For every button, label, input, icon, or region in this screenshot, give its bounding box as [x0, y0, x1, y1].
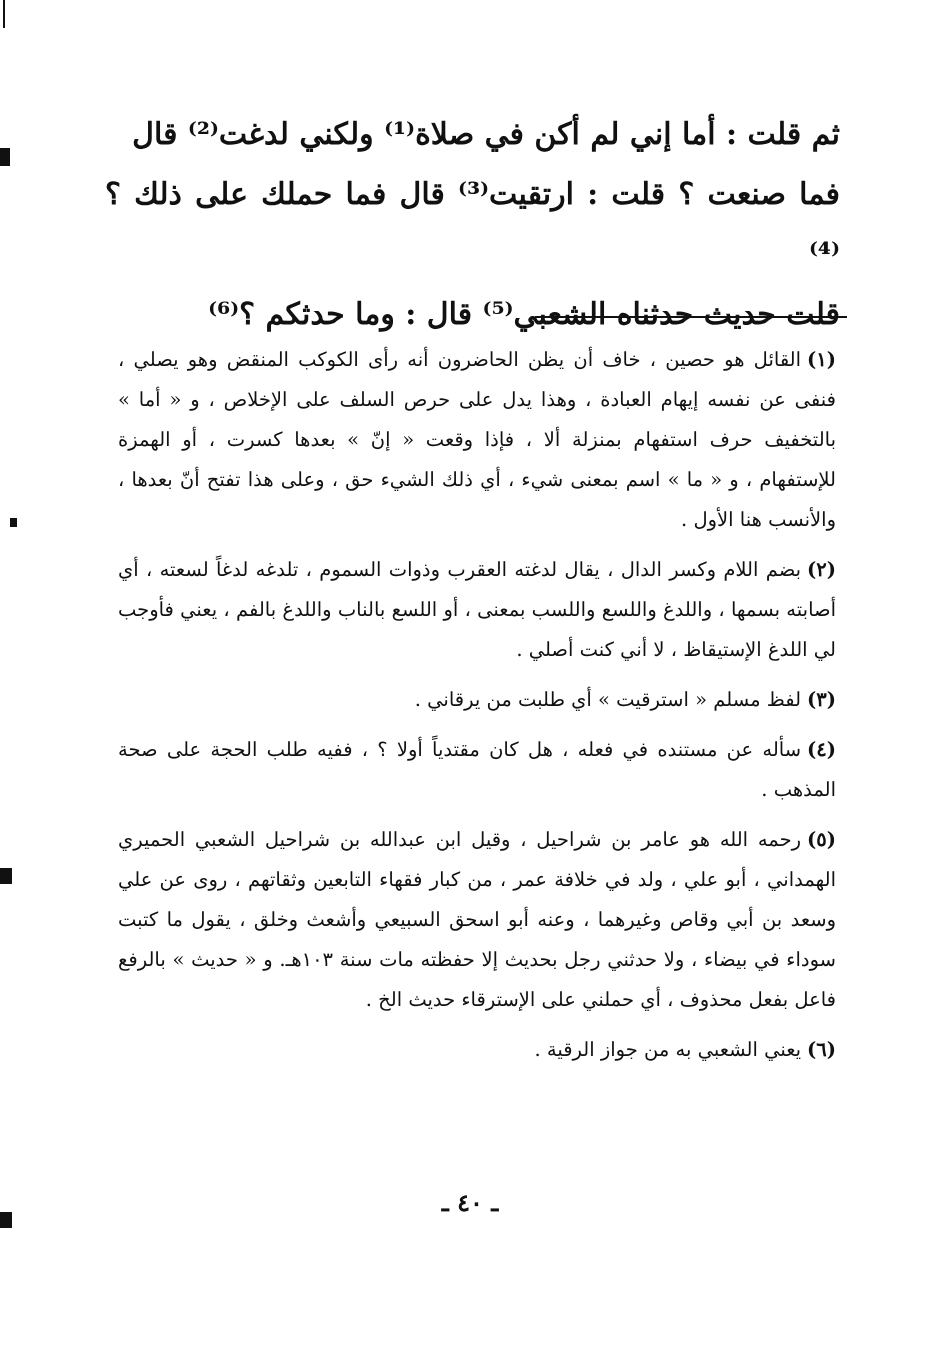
footnote-4	[118, 730, 836, 810]
footnote-text: بضم اللام وكسر الدال ، يقال لدغته العقرب وذوات السموم ، تلدغه لدغاً لسعته ، أي أصابته بسمها ، واللدغ واللسع واللسب بمعنى ، أو اللسع بالناب واللدغ بالفم ، يعني فأوجب لي اللدغ الإستيقاظ ، لا أني كنت أصلي .	[118, 558, 836, 661]
footnote-number: (٣)	[807, 688, 836, 711]
footnote-divider	[535, 316, 847, 318]
page-number: ـ ٤٠ ـ	[441, 1188, 499, 1217]
footnote-number: (١)	[807, 348, 836, 371]
scan-mark-bottom	[0, 1212, 12, 1228]
main-text-line: فما صنعت ؟ قلت : ارتقيت⁽³⁾ قال فما حملك على ذلك ؟⁽⁴⁾	[105, 177, 840, 272]
scan-mark-top	[0, 148, 10, 166]
footnote-text: يعني الشعبي به من جواز الرقية .	[534, 1038, 802, 1061]
scan-mark-lower	[0, 868, 12, 884]
footnote-6	[118, 1030, 836, 1070]
main-text	[105, 105, 840, 345]
footnote-1	[118, 340, 836, 540]
footnote-text: القائل هو حصين ، خاف أن يظن الحاضرون أنه رأى الكوكب المنقض وهو يصلي ، فنفى عن نفسه إيهام العبادة ، وهذا يدل على حرص السلف على الإخلاص ، و « أما » بالتخفيف حرف استفهام بمنزلة ألا ، فإذا وقعت « إنّ » بعدها كسرت ، أو الهمزة للإستفهام ، و « ما » اسم بمعنى شيء ، أي ذلك الشيء حق ، وعلى هذا تفتح أنّ بعدها ، والأنسب هنا الأول .	[118, 348, 836, 531]
scan-mark-corner	[3, 0, 5, 28]
footnote-number: (٤)	[807, 738, 836, 761]
scan-mark-middle	[10, 518, 17, 527]
main-text-line: ثم قلت : أما إني لم أكن في صلاة⁽¹⁾ ولكني لدغت⁽²⁾ قال	[132, 117, 840, 152]
footnote-3	[118, 680, 836, 720]
footnote-text: سأله عن مستنده في فعله ، هل كان مقتدياً أولا ؟ ، ففيه طلب الحجة على صحة المذهب .	[118, 738, 836, 801]
footnote-2	[118, 550, 836, 670]
footnotes	[118, 340, 836, 1080]
footnote-text: رحمه الله هو عامر بن شراحيل ، وقيل ابن عبدالله بن شراحيل الشعبي الحميري الهمداني ، أبو علي ، ولد في خلافة عمر ، من كبار فقهاء التابعين وثقاتهم ، روى عن علي وسعد بن أبي وقاص وغيرهما ، وعنه أبو اسحق السبيعي وأشعث وخلق ، يقول ما كتبت سوداء في بيضاء ، ولا حدثني رجل بحديث إلا حفظته مات سنة ١٠٣هـ. و « حديث » بالرفع فاعل بفعل محذوف ، أي حملني على الإسترقاء حديث الخ .	[118, 828, 836, 1011]
main-text-line: قلت حديث حدثناه الشعبي⁽⁵⁾ قال : وما حدثكم ؟⁽⁶⁾	[208, 297, 840, 332]
footnote-number: (٦)	[807, 1038, 836, 1061]
footnote-text: لفظ مسلم « استرقيت » أي طلبت من يرقاني .	[414, 688, 802, 711]
footnote-number: (٢)	[807, 558, 836, 581]
footnote-number: (٥)	[807, 828, 836, 851]
footnote-5	[118, 820, 836, 1020]
